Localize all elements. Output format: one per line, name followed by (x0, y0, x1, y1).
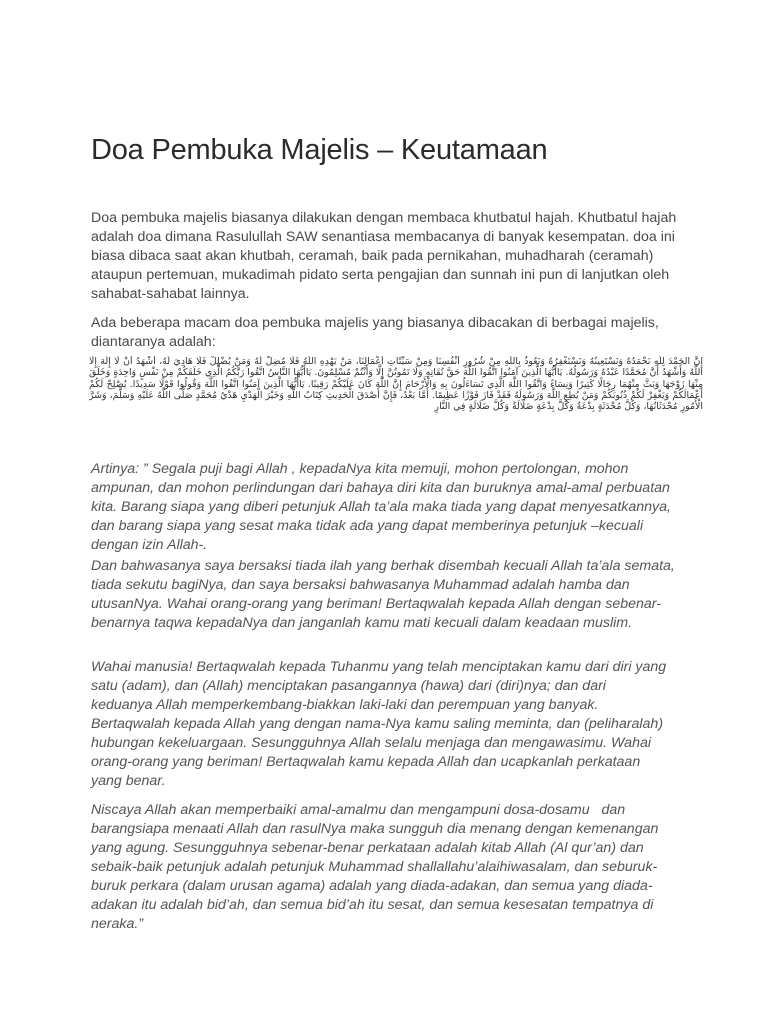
intro-paragraph: Doa pembuka majelis biasanya dilakukan dengan membaca khutbatul hajah. Khutbatul hajah adalah doa dimana Rasulullah SAW senantiasa membacanya di banyak kesempatan. doa ini biasa dibaca saat akan khutbah, ceramah, baik pada pernikahan, muhadharah (ceramah) ataupun pertemuan, mukadimah pidato serta pengajian dan sunnah ini pun di lanjutkan oleh sahabat-sahabat lainnya. (91, 210, 677, 302)
translation-paragraph-4: Niscaya Allah akan memperbaiki amal-amalmu dan mengampuni dosa-dosamu dan barangsiapa menaati Allah dan rasulNya maka sungguh dia menang dengan kemenangan yang agung. Sesungguhnya sebenar-benar perkataan adalah kitab Allah (Al qur’an) dan sebaik-baik petunjuk adalah petunjuk Muhammad shallallahu’alaihiwasalam, dan seburuk-buruk perkara (dalam urusan agama) adalah yang diada-adakan, dan semua yang diada-adakan itu adalah bid’ah, dan semua bid’ah itu sesat, dan semua kesesatan tempatnya di neraka.” (91, 802, 659, 932)
translation-paragraph-2: Dan bahwasanya saya bersaksi tiada ilah yang berhak disembah kecuali Allah ta’ala semata, tiada sekutu bagiNya, dan saya bersaksi bahwasanya Muhammad adalah hamba dan utusanNya. Wahai orang-orang yang beriman! Bertaqwalah kepada Allah dengan sebenar-benarnya taqwa kepadaNya dan janganlah kamu mati kecuali dalam keadaan muslim. (91, 558, 675, 631)
list-intro-paragraph: Ada beberapa macam doa pembuka majelis yang biasanya dibacakan di berbagai majelis, diantaranya adalah: (91, 315, 659, 350)
page-title: Doa Pembuka Majelis – Keutamaan (91, 134, 548, 166)
translation-paragraph-3: Wahai manusia! Bertaqwalah kepada Tuhanmu yang telah menciptakan kamu dari diri yang satu (adam), dan (Allah) menciptakan pasangannya (hawa) dari (diri)nya; dan dari keduanya Allah memperkembang-biakkan laki-laki dan perempuan yang banyak. Bertaqwalah kepada Allah yang dengan nama-Nya kamu saling meminta, dan (peliharalah) hubungan kekeluargaan. Sesungguhnya Allah selalu menjaga dan mengawasimu. Wahai orang-orang yang beriman! Bertaqwalah kamu kepada Allah dan ucapkanlah perkataan yang benar. (91, 659, 667, 789)
translation-paragraph-1: Artinya: ” Segala puji bagi Allah , kepadaNya kita memuji, mohon pertolongan, mohon ampunan, dan mohon perlindungan dari bahaya diri kita dan buruknya amal-amal perbuatan kita. Barang siapa yang diberi petunjuk Allah ta’ala maka tiada yang dapat menyesatkannya, dan barang siapa yang sesat maka tidak ada yang dapat memberinya petunjuk –kecuali dengan izin Allah-. (91, 461, 671, 553)
arabic-prayer-text: إِنَّ الْحَمْدَ لِلَّهِ نَحْمَدُهُ وَنَسْتَعِينُهُ وَنَسْتَغْفِرُهُ وَنَعُوذُ بِاللَّهِ مِنْ شُرُورِ أَنْفُسِنَا وَمِنْ سَيِّئَاتِ أَعْمَالِنَا، مَنْ يَهْدِهِ اللَّهُ فَلَا مُضِلَّ لَهُ وَمَنْ يُضْلِلْ فَلَا هَادِيَ لَهُ، أَشْهَدُ أَنْ لَا إِلَهَ إِلَّا اللَّهُ وَأَشْهَدُ أَنَّ مُحَمَّدًا عَبْدُهُ وَرَسُولُهُ. يَاأَيُّهَا الَّذِينَ آمَنُوا اتَّقُوا اللَّهَ حَقَّ تُقَاتِهِ وَلَا تَمُوتُنَّ إِلَّا وَأَنْتُمْ مُسْلِمُونَ. يَاأَيُّهَا النَّاسُ اتَّقُوا رَبَّكُمُ الَّذِي خَلَقَكُمْ مِنْ نَفْسٍ وَاحِدَةٍ وَخَلَقَ مِنْهَا زَوْجَهَا وَبَثَّ مِنْهُمَا رِجَالًا كَثِيرًا وَنِسَاءً وَاتَّقُوا اللَّهَ الَّذِي تَسَاءَلُونَ بِهِ وَالْأَرْحَامَ إِنَّ اللَّهَ كَانَ عَلَيْكُمْ رَقِيبًا. يَاأَيُّهَا الَّذِينَ آمَنُوا اتَّقُوا اللَّهَ وَقُولُوا قَوْلًا سَدِيدًا. يُصْلِحْ لَكُمْ أَعْمَالَكُمْ وَيَغْفِرْ لَكُمْ ذُنُوبَكُمْ وَمَنْ يُطِعِ اللَّهَ وَرَسُولَهُ فَقَدْ فَازَ فَوْزًا عَظِيمًا. أَمَّا بَعْدُ، فَإِنَّ أَصْدَقَ الْحَدِيثِ كِتَابُ اللَّهِ وَخَيْرَ الْهَدْيِ هَدْيُ مُحَمَّدٍ صَلَّى اللَّهُ عَلَيْهِ وَسَلَّمَ، وَشَرَّ الْأُمُورِ مُحْدَثَاتُهَا، وَكُلَّ مُحْدَثَةٍ بِدْعَةٌ وَكُلَّ بِدْعَةٍ ضَلَالَةٌ وَكُلَّ ضَلَالَةٍ فِي النَّارِ (89, 356, 703, 413)
